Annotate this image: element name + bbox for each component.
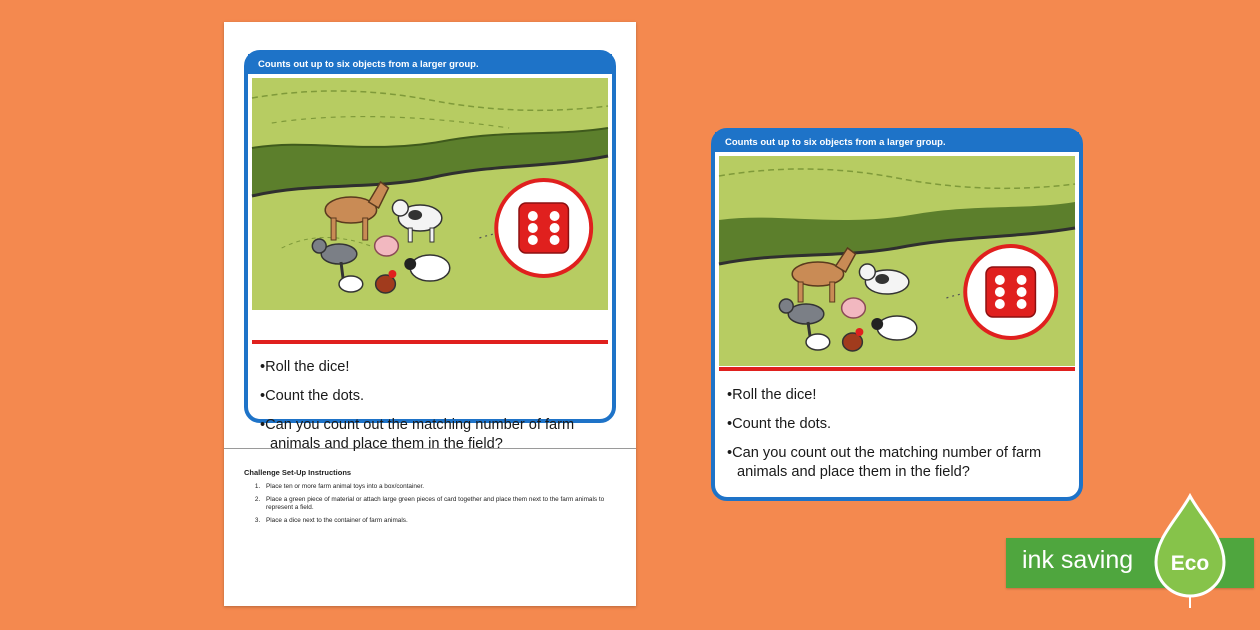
instruction-item: • Count the dots. (727, 415, 1069, 434)
ink-saving-label: ink saving (1022, 546, 1134, 574)
setup-title: Challenge Set-Up Instructions (244, 468, 352, 477)
instruction-list (727, 386, 1069, 492)
activity-card-preview (711, 128, 1083, 501)
instruction-item: • Can you count out the matching number of farm animals and place them in the field? (727, 444, 1069, 482)
instruction-item: • Count the dots. (260, 387, 602, 406)
card-header: Counts out up to six objects from a larger group. (248, 54, 612, 74)
farm-scene (719, 156, 1075, 366)
setup-step: 1. Place ten or more farm animal toys into a box/container. (262, 483, 624, 492)
dice (496, 180, 591, 276)
instruction-item: • Roll the dice! (727, 386, 1069, 405)
farm-scene (252, 78, 608, 310)
instruction-item: • Roll the dice! (260, 358, 602, 377)
eco-drop-icon (1150, 492, 1230, 610)
pig (375, 236, 399, 256)
setup-instructions (244, 468, 624, 529)
eco-label: Eco (1170, 552, 1210, 575)
farm-illustration (719, 156, 1075, 366)
farm-illustration (252, 78, 608, 310)
setup-step: 3. Place a dice next to the container of farm animals. (262, 517, 624, 526)
instruction-list (260, 358, 602, 464)
divider-line (252, 340, 608, 344)
pig (842, 298, 866, 318)
setup-steps (244, 483, 624, 525)
dice (965, 246, 1056, 338)
card-header: Counts out up to six objects from a larger group. (715, 132, 1079, 152)
instruction-item: • Can you count out the matching number of farm animals and place them in the field? (260, 416, 602, 454)
divider-line (719, 367, 1075, 371)
setup-step: 2. Place a green piece of material or attach large green pieces of card together and place them next to the farm animals to represent a field. (262, 496, 624, 513)
activity-card-sheet (244, 50, 616, 452)
